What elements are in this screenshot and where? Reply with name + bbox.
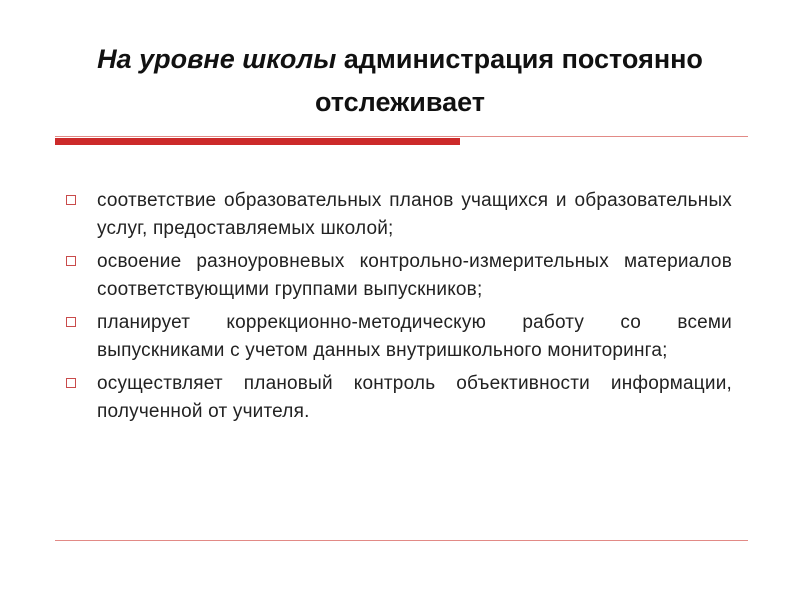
bullet-text: осуществляет плановый контроль объективности информации, полученной от учителя. bbox=[97, 373, 732, 422]
hollow-square-icon bbox=[66, 378, 76, 388]
hollow-square-icon bbox=[66, 317, 76, 327]
slide-title-italic: На уровне школы bbox=[97, 44, 337, 74]
bullet-item bbox=[60, 309, 732, 365]
title-divider-thin bbox=[55, 136, 748, 137]
bullet-item bbox=[60, 187, 732, 243]
title-divider-accent-bar bbox=[55, 138, 460, 145]
slide-title bbox=[40, 38, 760, 124]
slide-body bbox=[60, 187, 732, 431]
bullet-item bbox=[60, 370, 732, 426]
slide-title-regular: администрация постоянно отслеживает bbox=[314, 44, 703, 117]
bullet-text: соответствие образовательных планов учащихся и образовательных услуг, предоставляемых школой; bbox=[97, 190, 732, 239]
bullet-text: освоение разноуровневых контрольно-измерительных материалов соответствующими группами выпускников; bbox=[97, 251, 732, 300]
hollow-square-icon bbox=[66, 256, 76, 266]
bullet-item bbox=[60, 248, 732, 304]
footer-divider bbox=[55, 540, 748, 541]
bullet-text: планирует коррекционно-методическую работу со всеми выпускниками с учетом данных внутришкольного мониторинга; bbox=[97, 312, 732, 361]
hollow-square-icon bbox=[66, 195, 76, 205]
bullet-list bbox=[60, 187, 732, 426]
